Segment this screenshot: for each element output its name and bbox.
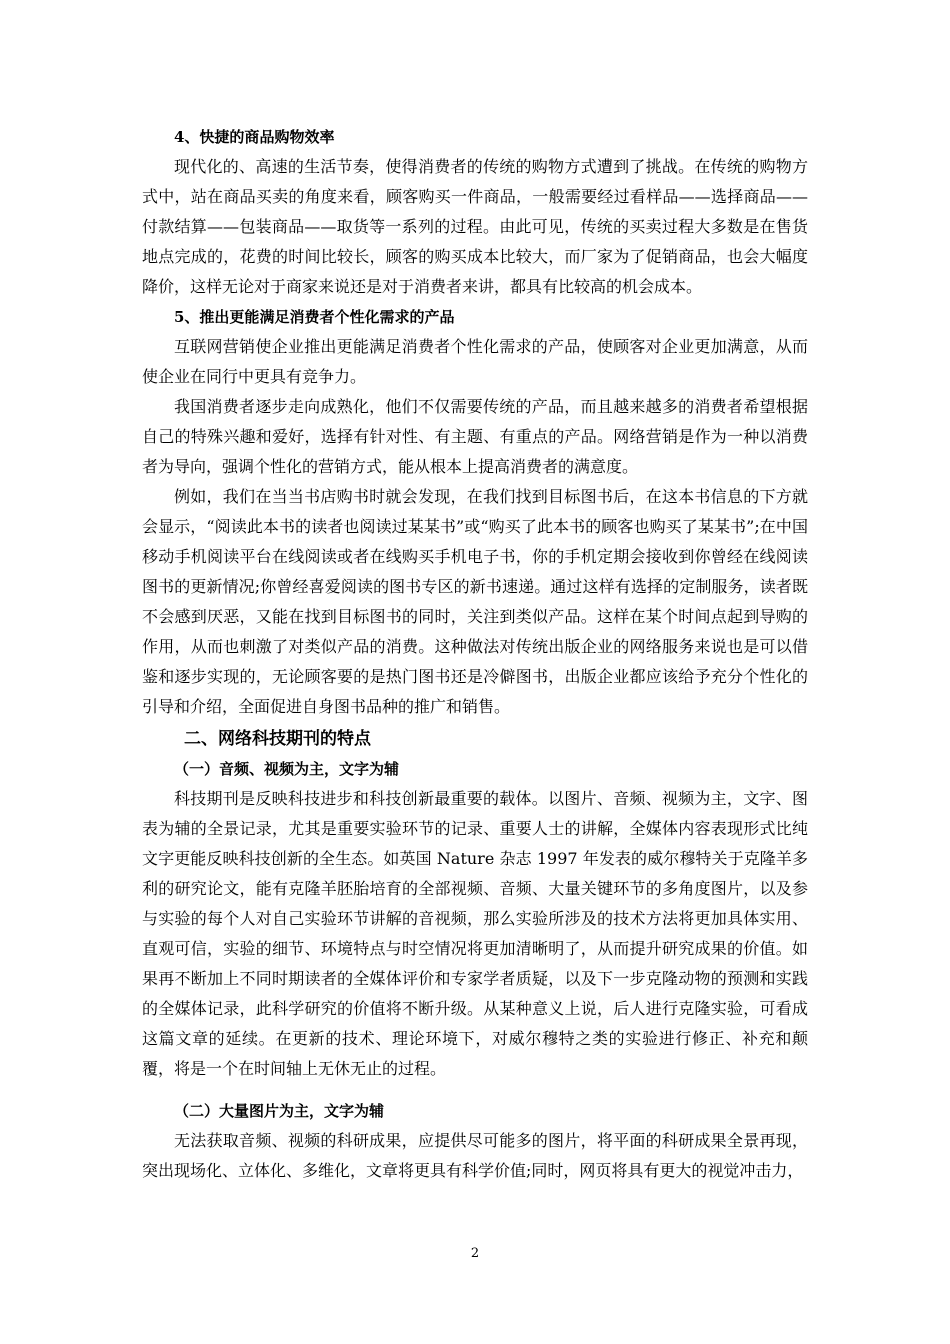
paragraph-3: 我国消费者逐步走向成熟化，他们不仅需要传统的产品，而且越来越多的消费者希望根据自己的特殊兴趣和爱好，选择有针对性、有主题、有重点的产品。网络营销是作为一种以消费者为导向，强调个性化的营销方式，能从根本上提高消费者的满意度。 [142,397,808,476]
paragraph-2: 互联网营销使企业推出更能满足消费者个性化需求的产品，使顾客对企业更加满意，从而使企业在同行中更具有竞争力。 [142,337,808,386]
paragraph-1: 现代化的、高速的生活节奏，使得消费者的传统的购物方式遭到了挑战。在传统的购物方式中，站在商品买卖的角度来看，顾客购买一件商品，一般需要经过看样品——选择商品——付款结算——包装商品——取货等一系列的过程。由此可见，传统的买卖过程大多数是在售货地点完成的，花费的时间比较长，顾客的购买成本比较大，而厂家为了促销商品，也会大幅度降价，这样无论对于商家来说还是对于消费者来讲，都具有比较高的机会成本。 [142,157,808,296]
page-number: 2 [470,1246,480,1261]
paragraph-4: 例如，我们在当当书店购书时就会发现，在我们找到目标图书后，在这本书信息的下方就会显示，“阅读此本书的读者也阅读过某某书”或“购买了此本书的顾客也购买了某某书”;在中国移动手机阅读平台在线阅读或者在线购买手机电子书，你的手机定期会接收到你曾经在线阅读图书的更新情况;你曾经喜爱阅读的图书专区的新书速递。通过这样有选择的定制服务，读者既不会感到厌恶，又能在找到目标图书的同时，关注到类似产品。这样在某个时间点起到导购的作用，从而也刺激了对类似产品的消费。这种做法对传统出版企业的网络服务来说也是可以借鉴和逐步实现的，无论顾客要的是热门图书还是冷僻图书，出版企业都应该给予充分个性化的引导和介绍，全面促进自身图书品种的推广和销售。 [142,487,808,716]
paragraph-6: 无法获取音频、视频的科研成果，应提供尽可能多的图片，将平面的科研成果全景再现，突出现场化、立体化、多维化，文章将更具有科学价值;同时，网页将具有更大的视觉冲击力， [142,1131,808,1180]
section-heading-2: 二、网络科技期刊的特点 [184,729,371,749]
heading-5: 5、推出更能满足消费者个性化需求的产品 [174,308,455,326]
paragraph-5: 科技期刊是反映科技进步和科技创新最重要的载体。以图片、音频、视频为主，文字、图表为辅的全景记录，尤其是重要实验环节的记录、重要人士的讲解，全媒体内容表现形式比纯文字更能反映科技创新的全生态。如英国 Nature 杂志 1997 年发表的威尔穆特关于克隆羊多利的研究论文，能有克隆羊胚胎培育的全部视频、音频、大量关键环节的多角度图片，以及参与实验的每个人对自己实验环节讲解的音视频，那么实验所涉及的技术方法将更加具体实用、直观可信，实验的细节、环境特点与时空情况将更加清晰明了，从而提升研究成果的价值。如果再不断加上不同时期读者的全媒体评价和专家学者质疑，以及下一步克隆动物的预测和实践的全媒体记录，此科学研究的价值将不断升级。从某种意义上说，后人进行克隆实验，可看成这篇文章的延续。在更新的技术、理论环境下，对威尔穆特之类的实验进行修正、补充和颠覆，将是一个在时间轴上无休无止的过程。 [142,789,808,1078]
subheading-2: （二）大量图片为主，文字为辅 [174,1102,385,1120]
document-body [142,122,808,1186]
heading-4: 4、快捷的商品购物效率 [174,128,335,146]
subheading-1: （一）音频、视频为主，文字为辅 [174,760,400,778]
